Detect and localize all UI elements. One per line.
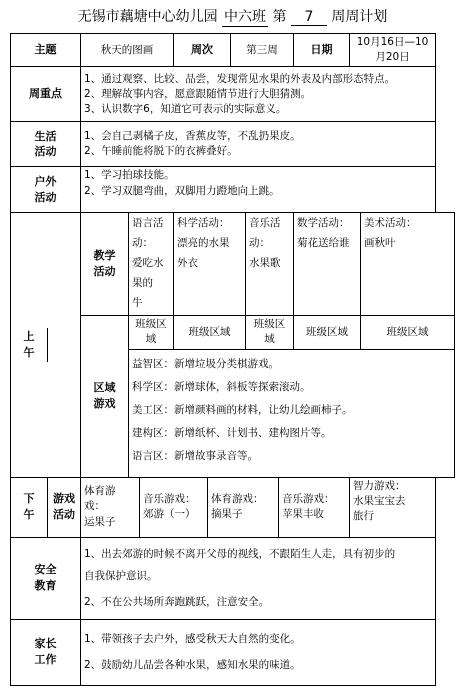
title-mid: 第 (272, 9, 287, 25)
life-label (11, 122, 81, 167)
safety-label (11, 537, 81, 619)
game-type: 音乐游戏： (282, 492, 335, 505)
outdoor-content (81, 167, 436, 213)
life-line: 2、午睡前能将脱下的衣裤叠好。 (84, 145, 238, 158)
area-content (129, 349, 455, 477)
safety-line: 2、不在公共场所奔跑跳跃，注意安全。 (84, 596, 270, 609)
morning-label-2: 午 (23, 346, 35, 359)
outdoor-line: 2、学习双腿弯曲，双脚用力蹬地向上跳。 (84, 184, 280, 197)
game-cell (208, 477, 279, 537)
area-cell: 班级区域 (129, 316, 174, 349)
page-title (0, 6, 465, 27)
date-label: 日期 (294, 34, 350, 67)
parents-label-1: 家长 (34, 637, 57, 651)
outdoor-label-2: 活动 (34, 190, 57, 204)
focus-line: 1、通过观察、比较、品尝，发现常见水果的外表及内部形态特点。 (84, 72, 396, 85)
afternoon-label-2: 午 (23, 508, 35, 522)
teaching-label-2: 活动 (93, 265, 116, 279)
teaching-topic: 爱吃水果的 (132, 257, 164, 290)
school-name: 无锡市藕塘中心幼儿园 (77, 9, 218, 25)
game-name: 郊游（一） (143, 508, 196, 521)
safety-line: 自我保护意识。 (84, 570, 158, 583)
outdoor-label-1: 户外 (34, 175, 57, 188)
life-label-1: 生活 (34, 129, 57, 143)
area-label (81, 316, 129, 477)
morning-label-cell (11, 213, 81, 477)
teaching-row (11, 213, 455, 316)
focus-content (81, 67, 436, 122)
life-row (11, 122, 455, 167)
title-suffix: 周周计划 (331, 9, 388, 25)
parents-row (11, 619, 455, 685)
theme-label: 主题 (11, 34, 81, 67)
teaching-topic: 水果歌 (249, 257, 281, 270)
game-cell (350, 477, 436, 537)
game-type: 音乐游戏： (143, 492, 196, 505)
teaching-type: 音乐活动： (249, 217, 281, 250)
safety-label-2: 教育 (34, 579, 57, 593)
game-type: 体育游戏： (211, 492, 264, 505)
theme-value: 秋天的图画 (81, 34, 174, 67)
afternoon-label (11, 478, 48, 537)
focus-line: 3、认识数字6，知道它可表示的实际意义。 (84, 103, 287, 116)
game-name: 苹果丰收 (282, 508, 324, 521)
game-cell (81, 477, 140, 537)
area-line: 建构区：新增纸杯、计划书、建构图片等。 (132, 426, 332, 439)
afternoon-row (11, 477, 455, 537)
focus-label: 周重点 (11, 67, 81, 122)
game-label (48, 478, 81, 537)
afternoon-split (11, 478, 80, 537)
week-number: 7 (291, 9, 327, 26)
teaching-cell (294, 213, 361, 316)
morning-label (11, 328, 48, 362)
teaching-cell (174, 213, 246, 316)
life-label-2: 活动 (34, 145, 57, 159)
parents-content (81, 619, 436, 685)
outdoor-row (11, 167, 455, 213)
morning-label-1: 上 (23, 330, 35, 344)
area-label-1: 区域 (93, 381, 116, 395)
safety-label-1: 安全 (34, 563, 57, 577)
afternoon-label-cell (11, 477, 81, 537)
teaching-cell (246, 213, 294, 316)
area-cell: 班级区域 (246, 316, 294, 349)
teaching-cell (129, 213, 174, 316)
area-line: 益智区：新增垃圾分类棋游戏。 (132, 357, 279, 370)
game-label-1: 游戏 (53, 492, 75, 506)
afternoon-label-1: 下 (23, 492, 35, 506)
outdoor-label (11, 167, 81, 213)
parents-line: 2、鼓励幼儿品尝各种水果，感知水果的味道。 (84, 659, 301, 672)
teaching-type: 语言活动： (132, 217, 164, 250)
area-cell: 班级区域 (361, 316, 455, 349)
area-line: 语言区：新增故事录音等。 (132, 449, 258, 462)
teaching-label-1: 教学 (93, 249, 116, 263)
game-name: 水果宝宝去 (353, 494, 406, 507)
parents-label-2: 工作 (34, 653, 57, 667)
teaching-type: 科学活动： (177, 217, 230, 230)
teaching-topic-cont: 外衣 (177, 257, 198, 270)
game-name-cont: 旅行 (353, 510, 375, 522)
parents-line: 1、带领孩子去户外，感受秋天大自然的变化。 (84, 633, 301, 646)
game-cell (279, 477, 350, 537)
game-type: 智力游戏： (353, 479, 406, 492)
game-type: 体育游戏： (84, 485, 116, 513)
teaching-topic-cont: 牛 (132, 297, 143, 310)
safety-line: 1、出去郊游的时候不离开父母的视线，不跟陌生人走，具有初步的 (84, 548, 396, 561)
teaching-topic: 画秋叶 (364, 237, 396, 250)
safety-row (11, 537, 455, 619)
focus-row (11, 67, 455, 122)
safety-content (81, 537, 436, 619)
area-label-2: 游戏 (93, 397, 116, 411)
parents-label (11, 619, 81, 685)
area-cell: 班级区域 (294, 316, 361, 349)
outdoor-line: 1、学习拍球技能。 (84, 169, 175, 182)
class-name: 中六班 (222, 6, 268, 27)
area-line: 科学区：新增球体，斜板等探索滚动。 (132, 380, 311, 393)
teaching-topic: 菊花送给谁 (297, 237, 350, 250)
teaching-type: 数学活动： (297, 217, 350, 230)
game-cell (140, 477, 208, 537)
morning-split (11, 328, 80, 362)
area-line: 美工区：新增颜料画的材料，让幼儿绘画柿子。 (132, 403, 353, 416)
teaching-type: 美术活动： (364, 217, 417, 230)
game-name: 摘果子 (211, 508, 243, 521)
life-content (81, 122, 436, 167)
week-value: 第三周 (231, 34, 294, 67)
week-label: 周次 (174, 34, 231, 67)
date-value: 10月16日—10月20日 (350, 34, 436, 67)
teaching-cell (361, 213, 455, 316)
header-row (11, 34, 455, 67)
game-label-2: 活动 (53, 508, 75, 522)
teaching-topic: 漂亮的水果 (177, 237, 230, 250)
area-cell: 班级区域 (174, 316, 246, 349)
weekly-plan-table (10, 33, 455, 686)
life-line: 1、会自己剥橘子皮，香蕉皮等，不乱扔果皮。 (84, 130, 301, 143)
focus-line: 2、理解故事内容，愿意跟随情节进行大胆猜测。 (84, 87, 312, 100)
game-name: 运果子 (84, 515, 116, 528)
teaching-label (81, 213, 129, 316)
